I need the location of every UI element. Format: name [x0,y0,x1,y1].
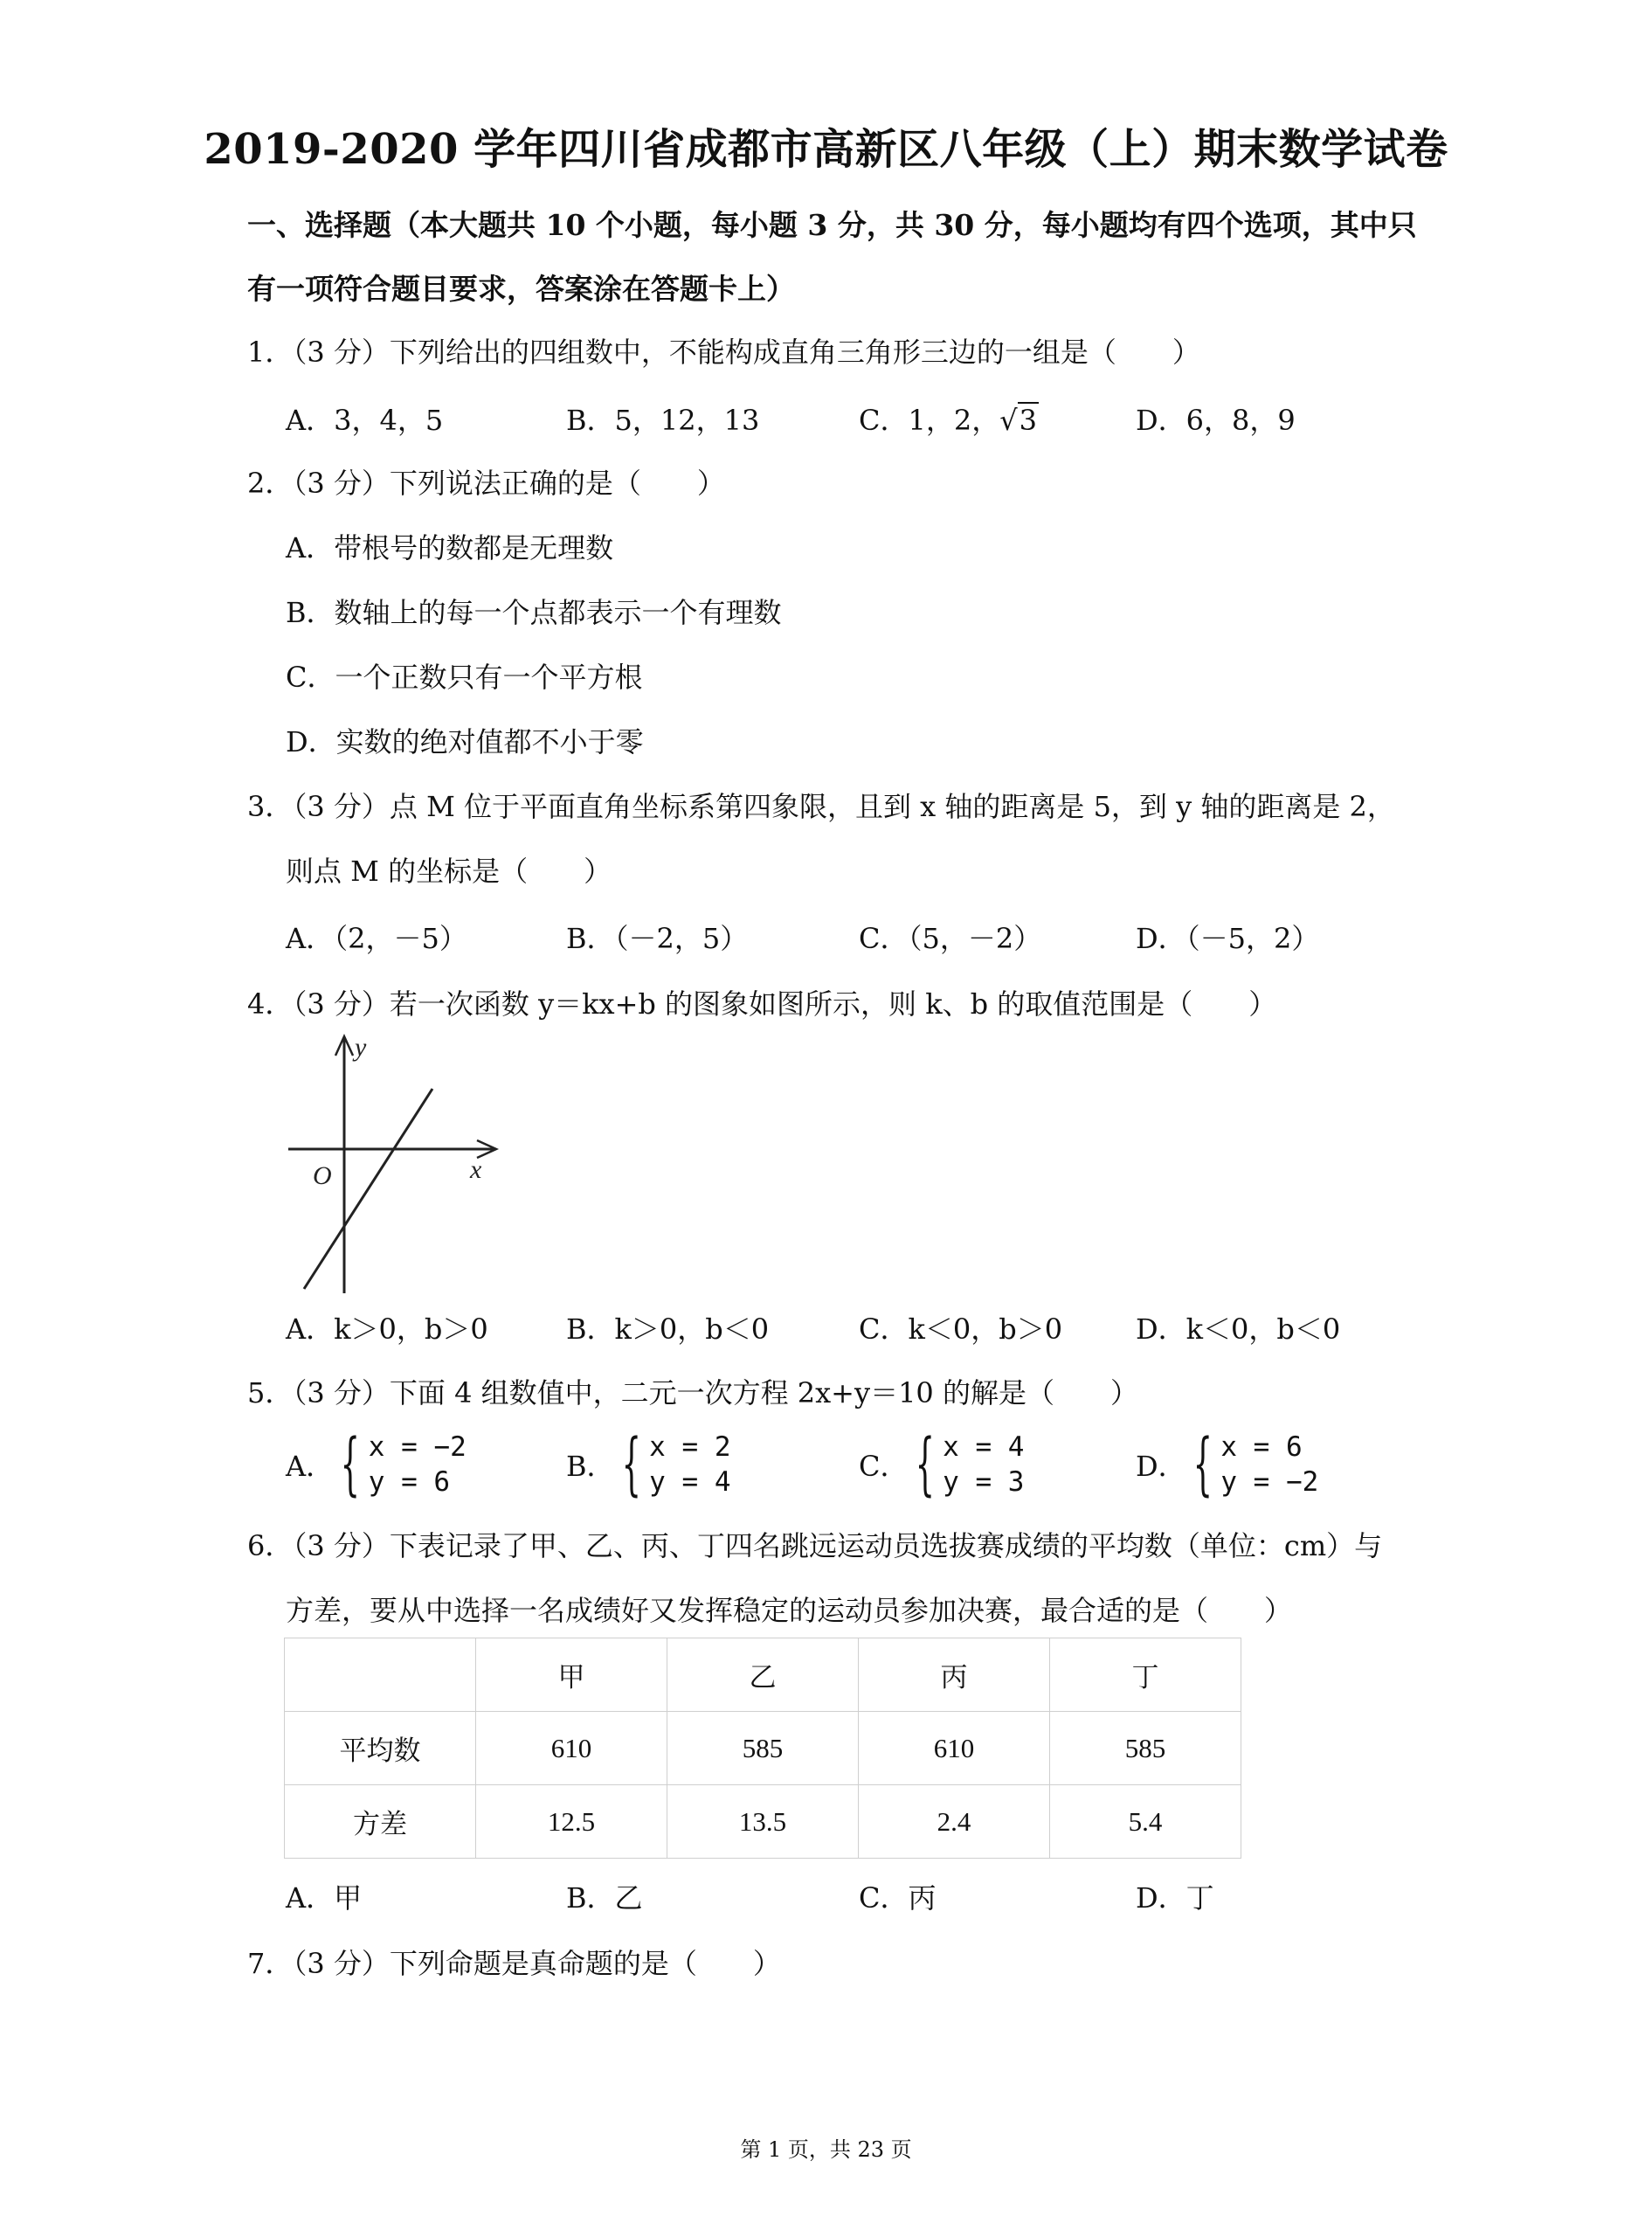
table-cell: 585 [1050,1712,1241,1785]
q6-option-c: C．丙 [859,1881,937,1915]
q5-option-d-eq2: y = −2 [1220,1466,1319,1498]
table-header-cell: 丁 [1050,1638,1241,1712]
y-axis-label: y [355,1033,367,1062]
q1-option-c-radicand: 3 [1019,404,1037,437]
q5-option-a-eq1: x = −2 [368,1431,467,1463]
q5-option-d-eq1: x = 6 [1220,1431,1303,1463]
brace-icon: { [915,1425,935,1504]
q3-option-b: B．（－2，5） [566,922,749,955]
origin-label: O [313,1161,332,1190]
table-cell: 5.4 [1050,1785,1241,1859]
question-3-stem-line1: 3．（3 分）点 M 位于平面直角坐标系第四象限，且到 x 轴的距离是 5，到 y 轴的距离是 2， [247,790,1395,823]
q5-option-d [1136,1425,1319,1504]
q1-option-a: A．3，4，5 [286,404,444,437]
table-header-row [285,1638,1241,1712]
q6-option-a: A．甲 [286,1881,363,1915]
q4-option-b: B．k＞0，b＜0 [566,1312,770,1346]
q6-option-d: D．丁 [1136,1881,1214,1915]
table-header-cell: 甲 [476,1638,667,1712]
q5-option-c-label: C． [859,1450,909,1483]
q2-option-d: D．实数的绝对值都不小于零 [286,725,644,758]
q3-option-a: A．（2，－5） [286,922,467,955]
table-cell: 12.5 [476,1785,667,1859]
brace-icon: { [340,1425,361,1504]
q5-option-b-eq2: y = 4 [649,1466,731,1498]
linear-function-graph [280,1031,515,1302]
q4-option-a: A．k＞0，b＞0 [286,1312,488,1346]
question-5-stem: 5．（3 分）下面 4 组数值中，二元一次方程 2x+y＝10 的解是（ ） [247,1376,1138,1409]
q3-option-c: C．（5，－2） [859,922,1042,955]
table-header-cell: 丙 [859,1638,1050,1712]
score-table [284,1638,1241,1859]
q1-option-d: D．6，8，9 [1136,404,1296,437]
q5-option-a-eq2: y = 6 [368,1466,451,1498]
table-cell: 585 [667,1712,859,1785]
q5-option-a [286,1425,467,1504]
q4-option-c: C．k＜0，b＞0 [859,1312,1063,1346]
section-heading-line2: 有一项符合题目要求，答案涂在答题卡上） [247,272,795,306]
page-footer: 第 1 页，共 23 页 [740,2137,912,2162]
q1-option-b: B．5，12，13 [566,404,760,437]
table-row [285,1785,1241,1859]
question-1-stem: 1．（3 分）下列给出的四组数中，不能构成直角三角形三边的一组是（ ） [247,336,1200,369]
q3-option-d: D．（－5，2） [1136,922,1320,955]
sqrt-sign: √ [999,404,1018,437]
table-row [285,1712,1241,1785]
table-row-label: 平均数 [285,1712,476,1785]
q2-option-c: C．一个正数只有一个平方根 [286,661,643,694]
q5-option-a-label: A． [286,1450,335,1483]
x-axis-label: x [470,1155,482,1184]
table-cell: 610 [476,1712,667,1785]
question-6-stem-line2: 方差，要从中选择一名成绩好又发挥稳定的运动员参加决赛，最合适的是（ ） [286,1594,1293,1627]
q5-option-d-label: D． [1136,1450,1186,1483]
q4-option-d: D．k＜0，b＜0 [1136,1312,1341,1346]
q5-option-b-eq1: x = 2 [649,1431,731,1463]
section-heading-line1: 一、选择题（本大题共 10 个小题，每小题 3 分，共 30 分，每小题均有四个选项，其中只 [247,208,1417,242]
q5-option-b-label: B． [566,1450,615,1483]
question-3-stem-line2: 则点 M 的坐标是（ ） [286,855,612,888]
q2-option-a: A．带根号的数都是无理数 [286,531,614,564]
table-cell: 610 [859,1712,1050,1785]
table-row-label: 方差 [285,1785,476,1859]
q5-option-c-eq1: x = 4 [943,1431,1025,1463]
exam-title: 2019-2020 学年四川省成都市高新区八年级（上）期末数学试卷 [204,125,1448,174]
q5-option-c [859,1425,1025,1504]
table-header-cell [285,1638,476,1712]
q6-option-b: B．乙 [566,1881,643,1915]
q1-option-c-prefix: C．1，2， [859,404,1000,437]
question-2-stem: 2．（3 分）下列说法正确的是（ ） [247,467,725,500]
brace-icon: { [621,1425,641,1504]
q2-option-b: B．数轴上的每一个点都表示一个有理数 [286,596,782,629]
question-6-stem-line1: 6．（3 分）下表记录了甲、乙、丙、丁四名跳远运动员选拔赛成绩的平均数（单位：cm）与 [247,1529,1383,1562]
question-4-stem: 4．（3 分）若一次函数 y＝kx+b 的图象如图所示，则 k、b 的取值范围是（ ） [247,987,1277,1021]
question-7-stem: 7．（3 分）下列命题是真命题的是（ ） [247,1947,781,1980]
brace-icon: { [1192,1425,1213,1504]
table-cell: 13.5 [667,1785,859,1859]
table-header-cell: 乙 [667,1638,859,1712]
q1-option-c [859,398,1039,439]
q5-option-b [566,1425,731,1504]
q5-option-c-eq2: y = 3 [943,1466,1025,1498]
table-cell: 2.4 [859,1785,1050,1859]
